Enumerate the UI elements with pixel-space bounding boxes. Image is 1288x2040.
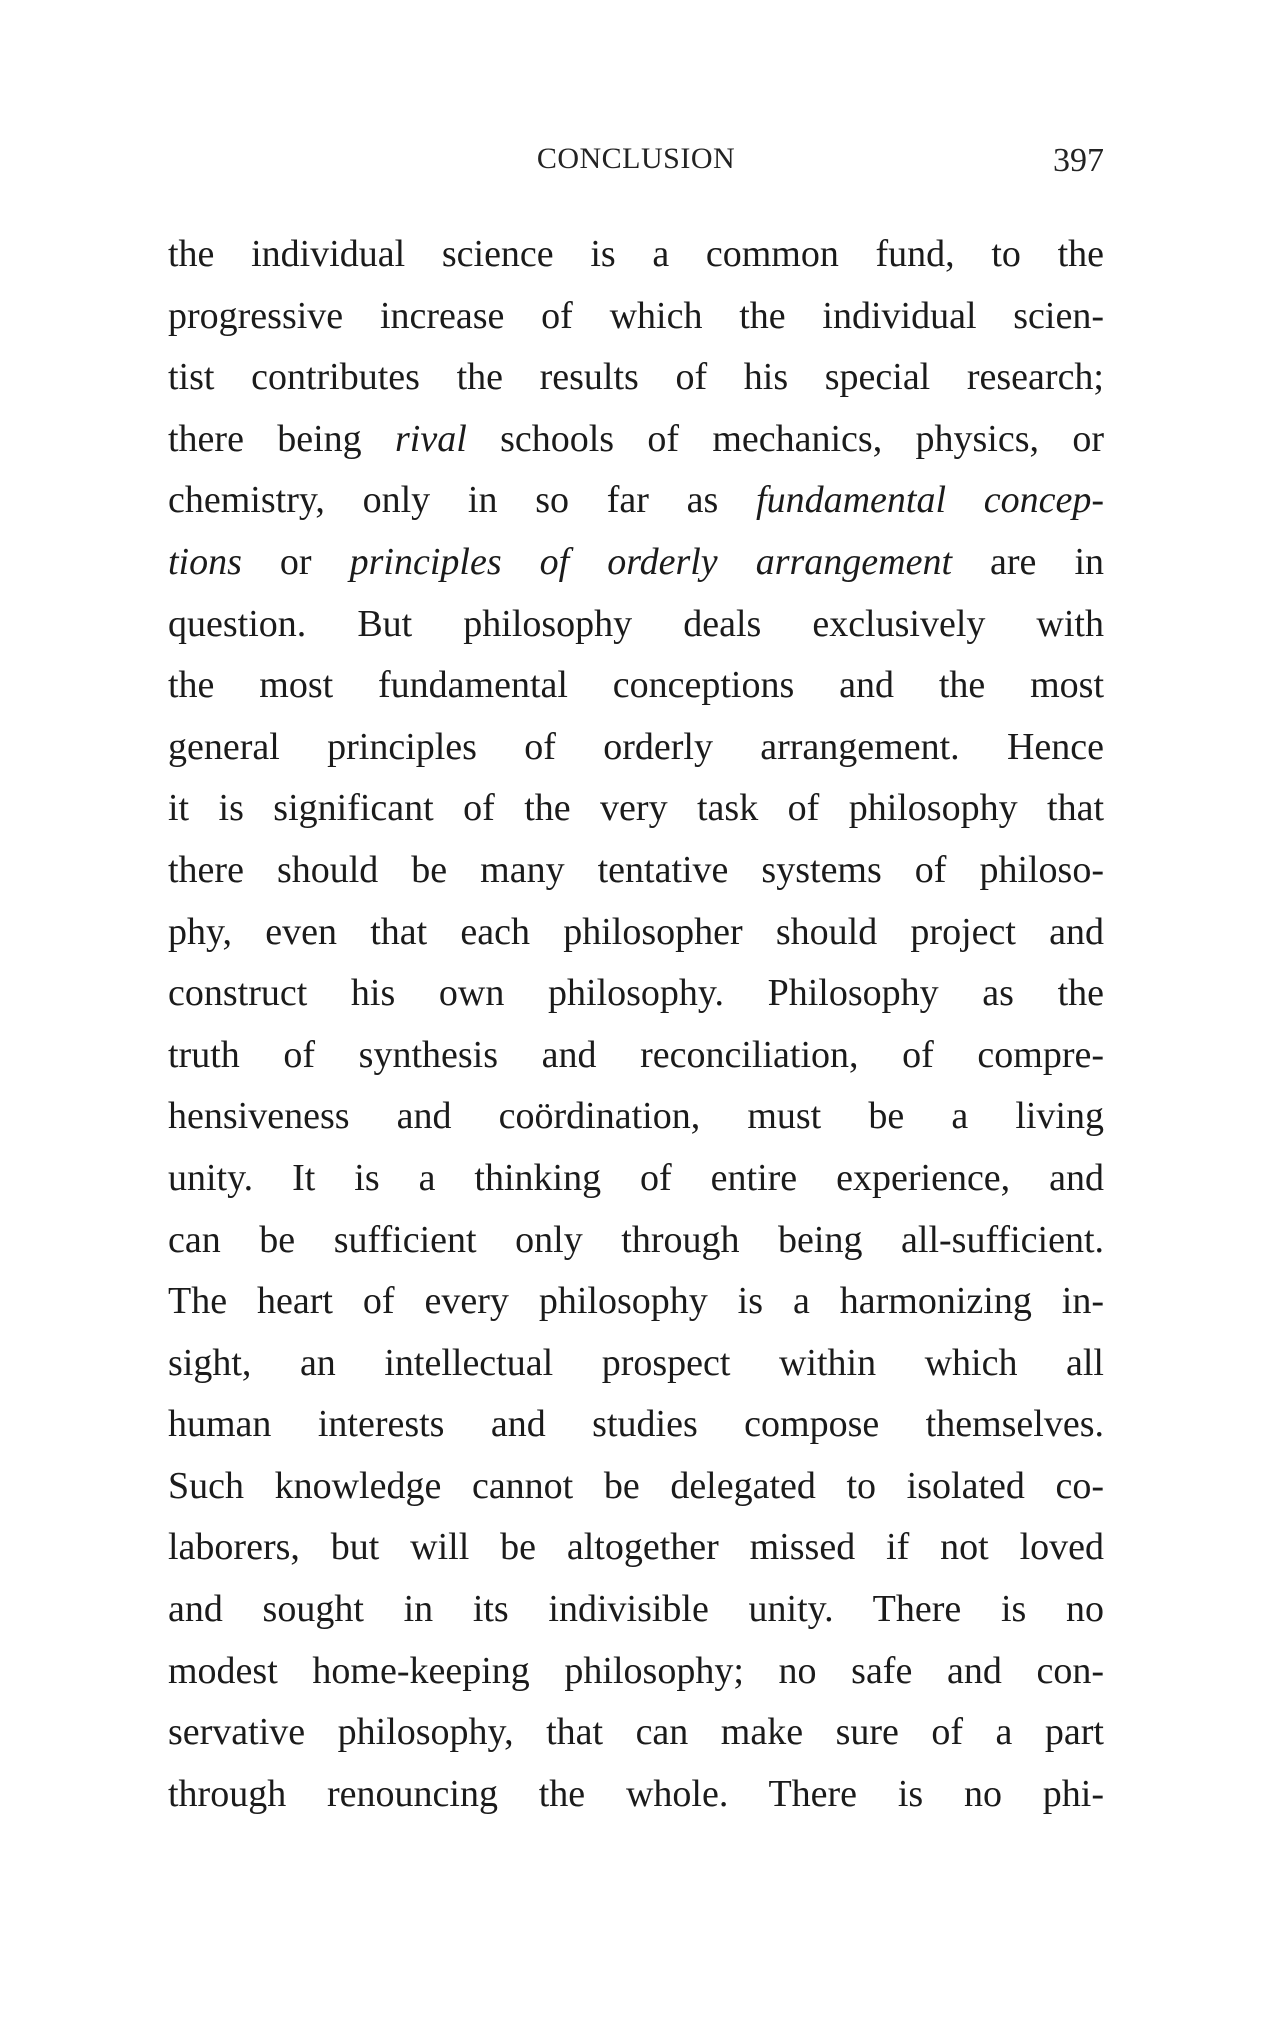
text-line — [168, 286, 1104, 348]
body-text — [168, 224, 1104, 1825]
text-segment: Such knowledge cannot be delegated to isolated co- — [168, 1464, 1104, 1507]
text-line — [168, 532, 1104, 594]
text-line — [168, 655, 1104, 717]
text-segment: construct his own philosophy. Philosophy as the — [168, 972, 1104, 1015]
text-segment: human interests and studies compose themselves. — [168, 1403, 1104, 1446]
italic-phrase: principles of orderly arrangement — [349, 540, 953, 583]
text-segment: the most fundamental conceptions and the most — [168, 664, 1104, 707]
text-line — [168, 1086, 1104, 1148]
italic-phrase: rival — [394, 417, 467, 460]
text-segment: there being — [168, 417, 395, 460]
text-segment: phy, even that each philosopher should project and — [168, 910, 1104, 953]
text-segment: question. But philosophy deals exclusively with — [168, 602, 1104, 645]
italic-phrase: fundamental concep- — [756, 479, 1104, 522]
running-head: CONCLUSION — [536, 142, 736, 175]
text-segment: through renouncing the whole. There is no phi- — [168, 1772, 1104, 1815]
text-segment: the individual science is a common fund, to the — [168, 233, 1104, 275]
text-segment: schools of mechanics, physics, or — [466, 417, 1104, 460]
text-line — [168, 1764, 1104, 1826]
text-segment: progressive increase of which the individual scien- — [168, 294, 1104, 337]
text-line — [168, 1210, 1104, 1272]
text-line — [168, 470, 1104, 532]
text-line — [168, 717, 1104, 779]
page-number: 397 — [1053, 142, 1104, 179]
text-line — [168, 1641, 1104, 1703]
text-segment: tist contributes the results of his special research; — [168, 356, 1104, 399]
text-segment: modest home-keeping philosophy; no safe and con- — [168, 1649, 1104, 1692]
text-segment: servative philosophy, that can make sure of a part — [168, 1711, 1104, 1754]
text-segment: sight, an intellectual prospect within which all — [168, 1341, 1104, 1384]
text-line — [168, 1025, 1104, 1087]
text-segment: hensiveness and coördination, must be a living — [168, 1095, 1104, 1138]
text-line — [168, 1394, 1104, 1456]
text-line — [168, 963, 1104, 1025]
text-segment: general principles of orderly arrangement. Hence — [168, 725, 1104, 768]
text-segment: and sought in its indivisible unity. There is no — [168, 1588, 1104, 1631]
text-segment: or — [241, 540, 350, 583]
text-line — [168, 347, 1104, 409]
text-segment: laborers, but will be altogether missed if not loved — [168, 1526, 1104, 1569]
text-line — [168, 902, 1104, 964]
text-line — [168, 1333, 1104, 1395]
text-segment: chemistry, only in so far as — [168, 479, 757, 522]
text-segment: The heart of every philosophy is a harmonizing in- — [168, 1280, 1104, 1323]
text-line — [168, 1148, 1104, 1210]
text-line — [168, 1579, 1104, 1641]
text-line — [168, 1456, 1104, 1518]
text-segment: are in — [952, 540, 1104, 583]
italic-phrase: tions — [168, 540, 242, 583]
text-line — [168, 224, 1104, 286]
text-line — [168, 1517, 1104, 1579]
text-line — [168, 1271, 1104, 1333]
text-segment: there should be many tentative systems of philoso- — [168, 848, 1104, 891]
text-segment: truth of synthesis and reconciliation, of compre- — [168, 1033, 1104, 1076]
text-segment: it is significant of the very task of philosophy that — [168, 787, 1104, 830]
text-line — [168, 778, 1104, 840]
text-line — [168, 594, 1104, 656]
page-header — [168, 142, 1104, 190]
text-segment: unity. It is a thinking of entire experience, and — [168, 1156, 1104, 1199]
text-line — [168, 1702, 1104, 1764]
text-line — [168, 409, 1104, 471]
text-line — [168, 840, 1104, 902]
text-segment: can be sufficient only through being all-sufficient. — [168, 1218, 1104, 1261]
